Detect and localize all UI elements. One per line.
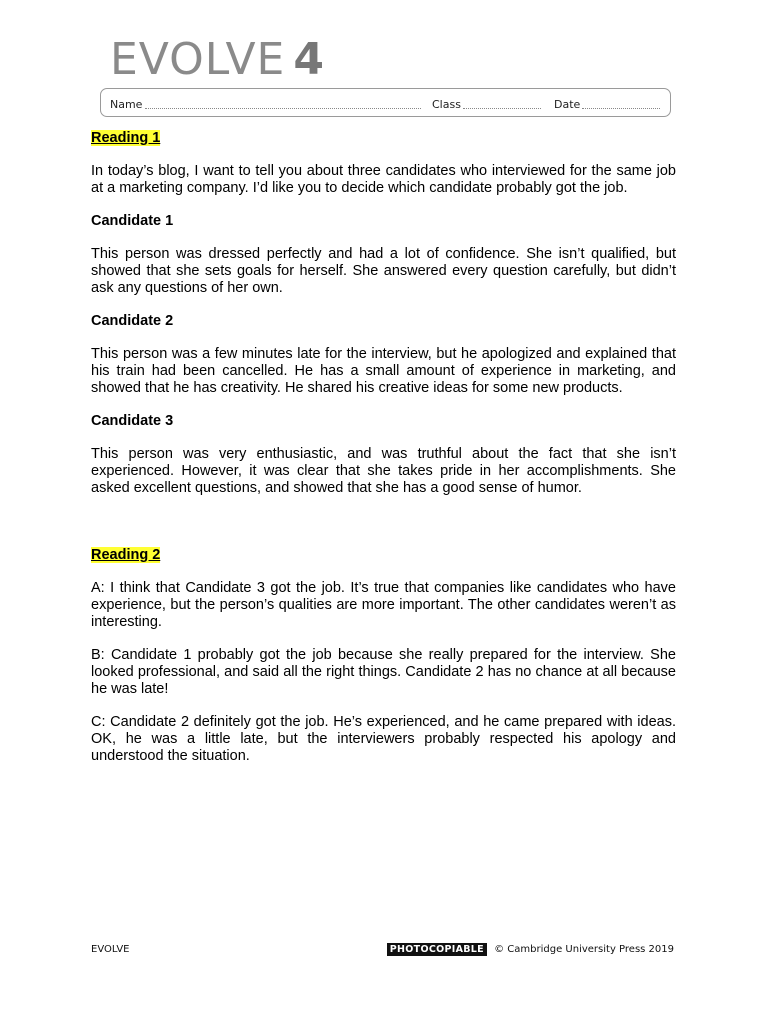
candidate2-heading: Candidate 2 bbox=[91, 313, 174, 329]
footer-copyright-block bbox=[387, 944, 674, 955]
reading2-paragraph-b: B: Candidate 1 probably got the job because she really prepared for the interview. She looked professional, and said all the right things. Candidate 2 has no chance at all because he was late! bbox=[91, 647, 676, 697]
reading1-intro: In today’s blog, I want to tell you about three candidates who interviewed for the same job at a marketing company. I’d like you to decide which candidate probably got the job. bbox=[91, 163, 676, 196]
date-label: Date bbox=[554, 98, 581, 111]
candidate1-heading: Candidate 1 bbox=[91, 213, 174, 229]
copyright-text: © Cambridge University Press 2019 bbox=[494, 944, 674, 955]
candidate3-heading: Candidate 3 bbox=[91, 413, 174, 429]
class-label: Class bbox=[432, 98, 461, 111]
reading1-section-title bbox=[91, 130, 676, 147]
logo-level-number: 4 bbox=[293, 34, 325, 85]
candidate2-text: This person was a few minutes late for the interview, but he apologized and explained that his train had been cancelled. He has a small amount of experience in marketing, and showed that he has creativity. He shared his creative ideas for some new products. bbox=[91, 346, 676, 396]
evolve-logo bbox=[110, 36, 325, 84]
photocopiable-badge: PHOTOCOPIABLE bbox=[387, 943, 487, 956]
class-field-line[interactable] bbox=[463, 108, 541, 109]
student-info-bar bbox=[100, 88, 671, 117]
reading2-title: Reading 2 bbox=[91, 547, 161, 563]
section-spacer bbox=[91, 513, 676, 547]
candidate3-text: This person was very enthusiastic, and was truthful about the fact that she isn’t experienced. However, it was clear that she takes pride in her accomplishments. She asked excellent questions, and showed that she has a good sense of humor. bbox=[91, 446, 676, 496]
footer-brand: EVOLVE bbox=[91, 944, 130, 955]
logo-word: EVOLVE bbox=[110, 34, 286, 85]
reading2-section-title bbox=[91, 547, 676, 564]
name-label: Name bbox=[110, 98, 143, 111]
reading2-paragraph-c: C: Candidate 2 definitely got the job. He’s experienced, and he came prepared with ideas. OK, he was a little late, but the interviewers probably respected his apology and understood the situation. bbox=[91, 714, 676, 764]
worksheet-content bbox=[91, 130, 676, 781]
reading2-paragraph-a: A: I think that Candidate 3 got the job. It’s true that companies like candidates who have experience, but the person’s qualities are more important. The other candidates weren’t as interesting. bbox=[91, 580, 676, 630]
reading1-title: Reading 1 bbox=[91, 130, 161, 146]
candidate1-text: This person was dressed perfectly and had a lot of confidence. She isn’t qualified, but showed that she sets goals for herself. She answered every question carefully, but didn’t ask any questions of her own. bbox=[91, 246, 676, 296]
name-field-line[interactable] bbox=[145, 108, 421, 109]
date-field-line[interactable] bbox=[582, 108, 660, 109]
